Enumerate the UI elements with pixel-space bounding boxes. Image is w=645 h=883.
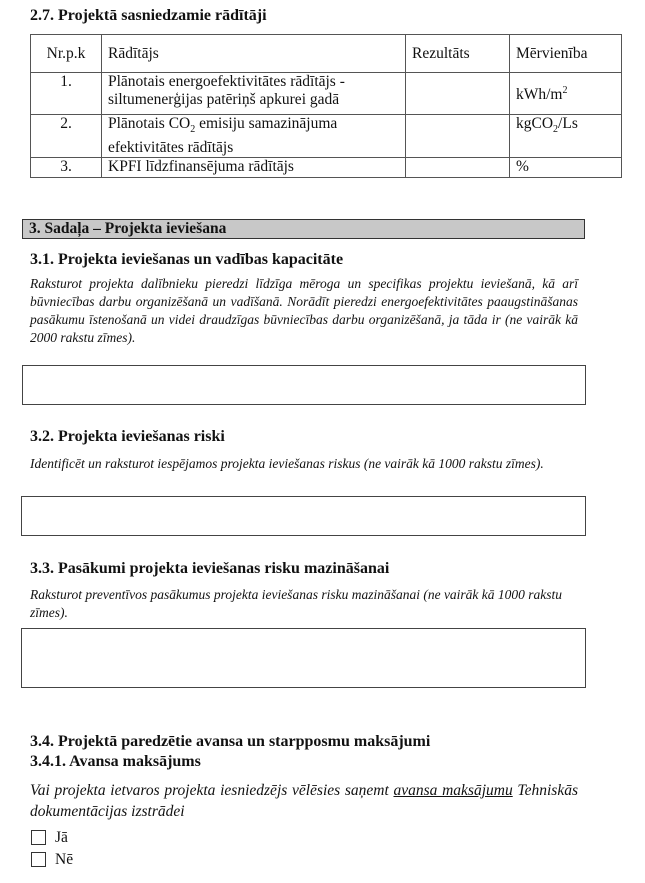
question-text: Vai projekta ietvaros projekta iesniedzējs vēlēsies saņemt	[30, 782, 394, 799]
col-header-result: Rezultāts	[406, 35, 510, 73]
checkbox-yes[interactable]	[31, 830, 46, 845]
indicator-line	[108, 115, 399, 139]
col-header-indicator: Rādītājs	[102, 35, 406, 73]
unit-text: kgCO	[516, 115, 554, 132]
checkbox-no-label: Nē	[55, 851, 74, 868]
question-underlined-text: avansa maksājumu	[393, 782, 513, 799]
table-row	[31, 115, 622, 158]
question-text-end: Tehniskās dokumentācijas izstrādei	[30, 782, 578, 820]
indicator-line: siltumenerģijas patēriņš apkurei gadā	[108, 91, 340, 108]
row-result-cell[interactable]	[406, 158, 510, 178]
row-indicator	[102, 115, 406, 158]
section-2-7-title: 2.7. Projektā sasniedzamie rādītāji	[30, 7, 267, 24]
section-3-header: 3. Sadaļa – Projekta ieviešana	[22, 219, 585, 239]
section-3-1-input-box[interactable]	[22, 365, 586, 405]
indicators-table	[30, 34, 622, 178]
co2-subscript: 2	[190, 124, 196, 136]
col-header-unit: Mērvienība	[510, 35, 622, 73]
row-unit	[510, 73, 622, 115]
section-3-1-description: Raksturot projekta dalībnieku pieredzi līdzīga mēroga un specifikas projektu ieviešanā, kā arī būvniecības darbu organizēšanā un vadīšanā. Norādīt pieredzi energoefektivitātes paaugstināšanas pasākumu īstenošanā un videi draudzīgas būvniecības darbu organizēšanā, ja tāda ir (ne vairāk kā 2000 rakstu zīmes).	[30, 276, 578, 345]
row-num: 1.	[31, 73, 102, 115]
section-3-3-input-box[interactable]	[21, 628, 586, 688]
indicator-line: Plānotais energoefektivitātes rādītājs -	[108, 73, 345, 90]
checkbox-no[interactable]	[31, 852, 46, 867]
indicator-line: efektivitātes rādītājs	[108, 139, 234, 157]
unit-text: kWh/m	[516, 86, 563, 104]
col-header-num: Nr.p.k	[31, 35, 102, 73]
row-num: 2.	[31, 115, 102, 158]
section-3-2-description: Identificēt un raksturot iespējamos projekta ieviešanas riskus (ne vairāk kā 1000 rakstu zīmes).	[30, 456, 544, 471]
row-result-cell[interactable]	[406, 73, 510, 115]
row-unit	[510, 115, 622, 158]
unit-superscript: 2	[562, 85, 568, 97]
table-row	[31, 158, 622, 178]
table-row	[31, 73, 622, 115]
section-3-2-title: 3.2. Projekta ieviešanas riski	[30, 428, 225, 445]
advance-payment-question	[30, 780, 578, 822]
checkbox-yes-label: Jā	[55, 829, 68, 846]
section-3-4-title: 3.4. Projektā paredzētie avansa un starpposmu maksājumi	[30, 733, 431, 750]
row-num: 3.	[31, 158, 102, 178]
section-3-4-1-title: 3.4.1. Avansa maksājums	[30, 753, 201, 770]
co2-text: Plānotais CO	[108, 115, 191, 132]
row-unit: %	[510, 158, 622, 178]
row-result-cell[interactable]	[406, 115, 510, 158]
indicator-text: emisiju samazinājuma	[195, 115, 338, 132]
section-3-3-description: Raksturot preventīvos pasākumus projekta ieviešanas risku mazināšanai (ne vairāk kā 1000 rakstu zīmes).	[30, 587, 563, 620]
table-header-row	[31, 35, 622, 73]
section-3-1-title: 3.1. Projekta ieviešanas un vadības kapacitāte	[30, 251, 344, 268]
unit-subscript: 2	[553, 124, 559, 136]
section-3-2-input-box[interactable]	[21, 496, 586, 536]
row-indicator	[102, 73, 406, 115]
row-indicator: KPFI līdzfinansējuma rādītājs	[102, 158, 406, 178]
unit-text-rest: /Ls	[558, 115, 578, 132]
section-3-3-title: 3.3. Pasākumi projekta ieviešanas risku mazināšanai	[30, 560, 390, 577]
